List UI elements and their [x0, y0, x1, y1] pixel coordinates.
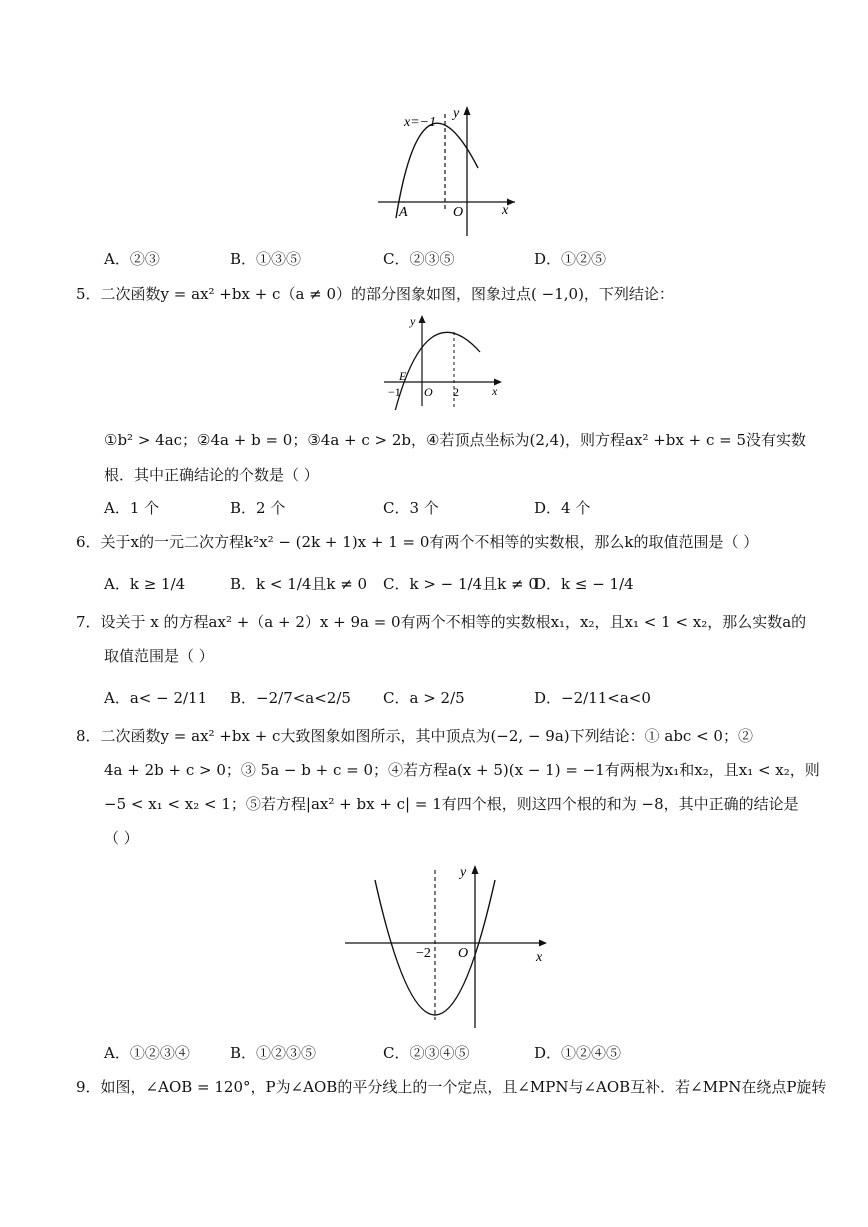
q6-option-d: D．k ≤ − 1/4 [534, 575, 634, 593]
q8-option-b: B．①②③⑤ [230, 1044, 317, 1062]
q4-option-c: C．②③⑤ [383, 250, 455, 268]
fig5-neg1-label: −1 [388, 385, 401, 399]
q8-option-d: D．①②④⑤ [534, 1044, 622, 1062]
q9-stem-line1: 9．如图，∠AOB = 120°，P为∠AOB的平分线上的一个定点，且∠MPN与∠AOB互补．若∠MPN在绕点P旋转 [76, 1078, 827, 1096]
q7-option-c: C．a > 2/5 [383, 689, 465, 707]
q8-stem-line4: （ ） [104, 829, 139, 847]
q7-option-a: A．a< − 2/11 [104, 689, 208, 707]
fig1-vertex-label: x=−1 [404, 115, 437, 130]
q5-option-d: D．4 个 [534, 499, 591, 517]
fig5-y-label: y [410, 314, 416, 328]
fig1-x-label: x [502, 203, 509, 218]
q6-option-a: A．k ≥ 1/4 [104, 575, 186, 593]
q8-option-c: C．②③④⑤ [383, 1044, 470, 1062]
q8-stem-line3: −5 < x₁ < x₂ < 1；⑤若方程|ax² + bx + c| = 1有四个根，则这四个根的和为 −8，其中正确的结论是 [104, 795, 799, 813]
fig5-point-e-label: E [399, 369, 407, 383]
fig1-y-label: y [453, 106, 460, 121]
fig8-neg2-label: −2 [416, 946, 431, 961]
fig5-origin-label: O [424, 385, 433, 399]
fig1-point-a-label: A [399, 205, 408, 220]
figure-q4-parabola [370, 100, 520, 240]
q8-option-a: A．①②③④ [104, 1044, 190, 1062]
q8-stem-line1: 8．二次函数y = ax² +bx + c大致图象如图所示，其中顶点为(−2, − 9a)下列结论：① abc < 0；② [76, 727, 753, 745]
q6-option-b: B．k < 1/4且k ≠ 0 [230, 575, 368, 593]
fig1-origin-label: O [453, 205, 464, 220]
q5-option-c: C．3 个 [383, 499, 439, 517]
figure-q8-parabola [340, 860, 555, 1035]
fig8-origin-label: O [458, 946, 469, 961]
figure-q5-parabola [380, 310, 510, 410]
q5-stem: 5．二次函数y = ax² +bx + c（a ≠ 0）的部分图象如图，图象过点( −1,0)，下列结论： [76, 285, 674, 303]
q7-option-d: D．−2/11<a<0 [534, 689, 651, 707]
q4-option-b: B．①③⑤ [230, 250, 302, 268]
q6-option-c: C．k > − 1/4且k ≠ 0 [383, 575, 538, 593]
fig5-two-label: 2 [453, 385, 459, 399]
fig8-x-label: x [536, 950, 543, 965]
q5-option-a: A．1 个 [104, 499, 160, 517]
fig5-x-label: x [492, 384, 498, 398]
q7-stem-line2: 取值范围是（ ） [104, 647, 214, 665]
q8-stem-line2: 4a + 2b + c > 0；③ 5a − b + c = 0；④若方程a(x + 5)(x − 1) = −1有两根为x₁和x₂，且x₁ < x₂，则 [104, 761, 820, 779]
q5-conditions-line1: ①b² > 4ac；②4a + b = 0；③4a + c > 2b，④若顶点坐标为(2,4)，则方程ax² +bx + c = 5没有实数 [104, 431, 807, 449]
q4-option-a: A．②③ [104, 250, 160, 268]
q7-stem-line1: 7．设关于 x 的方程ax² +（a + 2）x + 9a = 0有两个不相等的实数根x₁，x₂，且x₁ < 1 < x₂，那么实数a的 [76, 613, 807, 631]
q5-conditions-line2: 根．其中正确结论的个数是（ ） [104, 466, 319, 484]
q7-option-b: B．−2/7<a<2/5 [230, 689, 351, 707]
q6-stem: 6．关于x的一元二次方程k²x² − (2k + 1)x + 1 = 0有两个不相等的实数根，那么k的取值范围是（ ） [76, 533, 759, 551]
q5-option-b: B．2 个 [230, 499, 286, 517]
q4-option-d: D．①②⑤ [534, 250, 607, 268]
fig8-y-label: y [460, 865, 467, 880]
